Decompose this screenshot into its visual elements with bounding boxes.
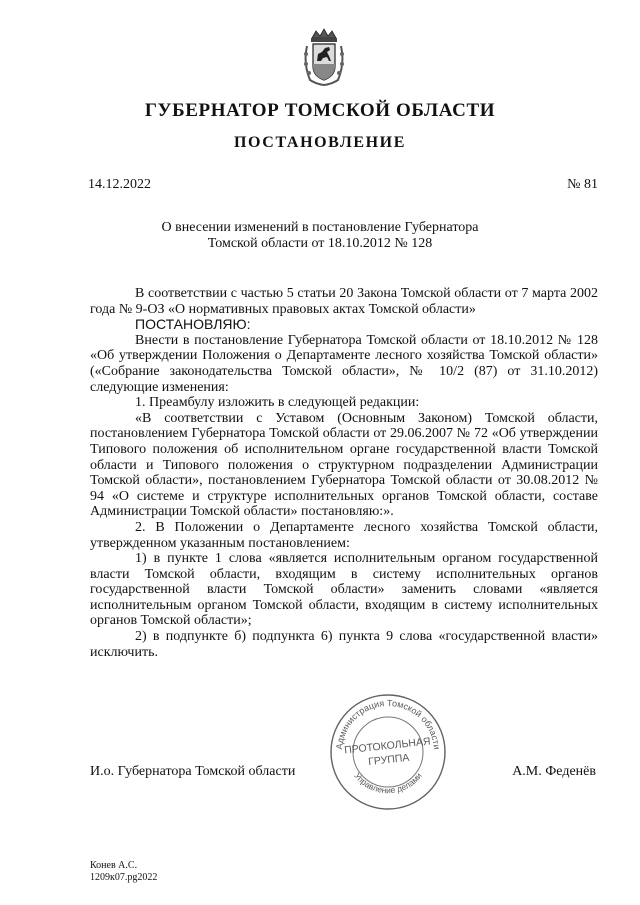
document-type: ПОСТАНОВЛЕНИЕ bbox=[234, 134, 406, 151]
paragraph-amend: Внести в постановление Губернатора Томской области от 18.10.2012 № 128 «Об утверждении Положения о Департаменте лесного хозяйства Томской области» («Собрание законодательства Томской области», № 10/2 (87) от 31.10.2012) следующие изменения: bbox=[90, 332, 598, 395]
stamp-inner-line-2: ГРУППА bbox=[367, 751, 410, 769]
paragraph-item-2: 2. В Положении о Департаменте лесного хозяйства Томской области, утвержденном указанным постановлением: bbox=[90, 519, 598, 551]
coat-of-arms-icon bbox=[302, 28, 346, 86]
document-footer bbox=[90, 860, 157, 884]
document-date: 14.12.2022 bbox=[88, 177, 151, 192]
paragraph-subitem-2: 2) в подпункте б) подпункта 6) пункта 9 слова «государственной власти» исключить. bbox=[90, 629, 598, 660]
paragraph-subitem-1: 1) в пункте 1 слова «является исполнительным органом государственной власти Томской области, входящим в систему исполнительных органов государственной власти Томской области» заменить словами «является исполнительным органом Томской области, входящим в систему исполнительных органов Томской области»; bbox=[90, 551, 598, 629]
stamp-outer-bottom-text: Управление делами bbox=[352, 770, 424, 796]
authority-title: ГУБЕРНАТОР ТОМСКОЙ ОБЛАСТИ bbox=[144, 100, 496, 121]
paragraph-item-1: 1. Преамбулу изложить в следующей редакции: bbox=[135, 395, 420, 411]
subject-line-2: Томской области от 18.10.2012 № 128 bbox=[207, 236, 433, 251]
resolve-heading: ПОСТАНОВЛЯЮ: bbox=[135, 316, 251, 333]
official-stamp bbox=[328, 692, 448, 812]
svg-text:Управление делами bbox=[352, 771, 424, 796]
paragraph-preamble: «В соответствии с Уставом (Основным Законом) Томской области, постановлением Губернатора Томской области от 29.06.2007 № 72 «Об утверждении Типового положения об исполнительном органе государственной власти Томской области и Типового положения о структурном подразделении Администрации Томской области», постановлением Губернатора Томской области от 30.08.2012 № 94 «О системе и структуре исполнительных органов Томской области, составе Администрации Томской области» постановляю:». bbox=[90, 410, 598, 520]
footer-author: Конев А.С. bbox=[90, 860, 138, 871]
signatory-position: И.о. Губернатора Томской области bbox=[90, 764, 296, 779]
signatory-name: А.М. Феденёв bbox=[512, 764, 596, 779]
document-subject bbox=[0, 220, 640, 252]
footer-file-code: 1209к07.pg2022 bbox=[90, 872, 158, 883]
document-number: № 81 bbox=[567, 177, 598, 192]
paragraph-basis: В соответствии с частью 5 статьи 20 Закона Томской области от 7 марта 2002 года № 9-ОЗ «О нормативных правовых актах Томской области» bbox=[90, 286, 598, 317]
stamp-inner-line-1: ПРОТОКОЛЬНАЯ bbox=[343, 735, 432, 757]
subject-line-1: О внесении изменений в постановление Губернатора bbox=[161, 220, 479, 235]
document-body bbox=[90, 286, 598, 660]
stamp-outer-top-text: Администрация Томской области bbox=[334, 697, 442, 750]
